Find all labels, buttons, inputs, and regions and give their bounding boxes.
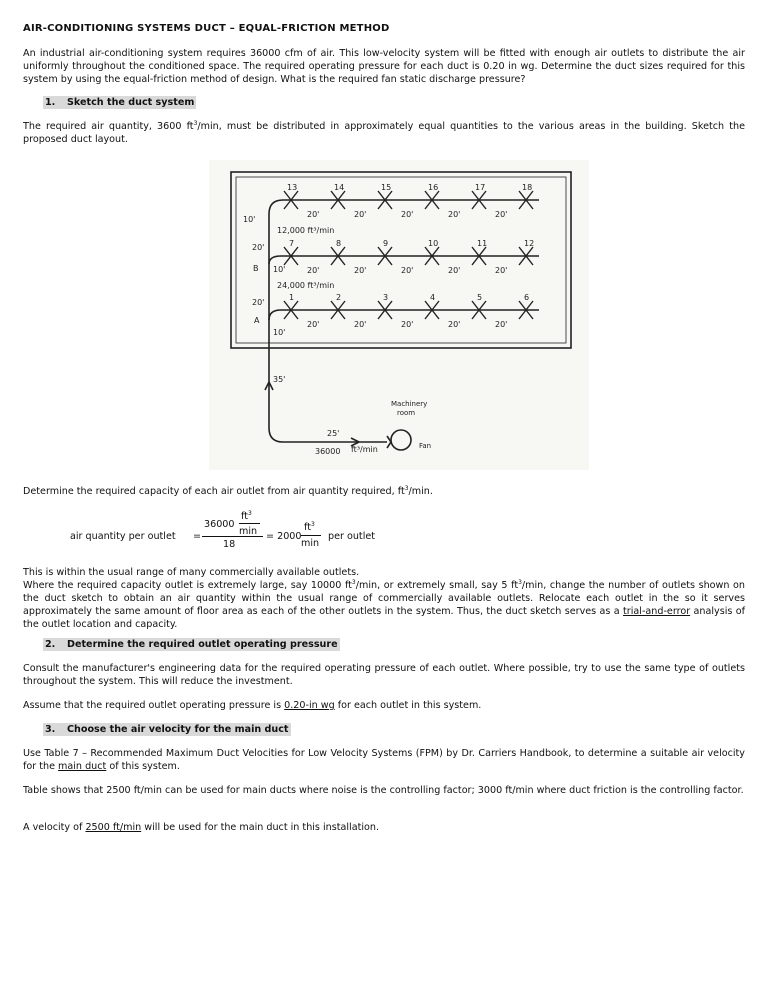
svg-text:20': 20'	[354, 266, 367, 275]
machinery-room-label-2: room	[397, 409, 416, 417]
svg-text:20': 20'	[495, 210, 508, 219]
outlet-7-label: 7	[289, 239, 295, 248]
section-2-text: Consult the manufacturer's engineering data for the required operating pressure of each outlet. Where possible, try to use the same type of outlets throughout the system. This will reduce the investment.	[23, 663, 745, 687]
svg-text:20': 20'	[307, 210, 320, 219]
table-text: Table shows that 2500 ft/min can be used for main ducts where noise is the controlling factor; 3000 ft/min where duct friction is the controlling factor.	[23, 785, 744, 796]
duct-system-sketch	[209, 160, 589, 470]
section-3-text: Use Table 7 – Recommended Maximum Duct Velocities for Low Velocity Systems (FPM) by Dr. Carriers Handbook, to determine a suitable air velocity for the main duct of this system.	[23, 748, 745, 772]
svg-text:20': 20'	[448, 210, 461, 219]
section-1-title: Sketch the duct system	[67, 97, 195, 108]
formula-unit-bottom: min	[239, 526, 258, 537]
section-1-number: 1.	[45, 97, 56, 108]
length-25-label: 25'	[327, 429, 340, 438]
outlet-12-label: 12	[524, 239, 535, 248]
formula-fraction-line	[202, 536, 263, 537]
sketch-background	[209, 160, 589, 470]
section-1-text-sup: 3	[193, 120, 198, 127]
velocity-value: 2500 ft/min	[85, 822, 142, 833]
section-1-heading	[43, 96, 196, 109]
formula-result-top: $ft^3$	[304, 521, 315, 533]
outlet-3-label: 3	[383, 293, 389, 302]
section-2-heading: 2. Determine the required outlet operating pressure	[45, 639, 338, 650]
flow-36000-label: 36000	[315, 447, 341, 456]
capacity-text-sup: 3	[404, 485, 409, 492]
relocate-paragraph: Where the required capacity outlet is extremely large, say 10000 $ft^3/\min$, or extremely small, say 5 $ft^3/\min$, change the number of outlets shown on the duct sketch to obtain an air quantity within the usual range of commercially available outlets. Relocate each outlet in the so it serves approximately the same amount of floor area as each of the other outlets in the system. Thus, the duct sketch serves as a trial-and-error analysis of the outlet location and capacity.	[23, 579, 745, 630]
svg-text:20': 20'	[307, 266, 320, 275]
main-duct-term: main duct	[58, 761, 107, 772]
length-35-label: 35'	[273, 375, 286, 384]
outlet-9-label: 9	[383, 239, 389, 248]
offset-10-bot: 10'	[273, 328, 286, 337]
formula-suffix: per outlet	[328, 531, 376, 542]
svg-text:20': 20'	[401, 266, 414, 275]
formula-unit-line	[239, 523, 260, 524]
trial-and-error-link: trial-and-error	[623, 606, 691, 617]
svg-text:20': 20'	[401, 320, 414, 329]
outlet-14-label: 14	[334, 183, 345, 192]
formula-eq2: = 2000	[266, 531, 302, 542]
svg-text:20': 20'	[354, 320, 367, 329]
velocity-text: A velocity of 2500 ft/min will be used for the main duct in this installation.	[23, 822, 380, 833]
svg-text:20': 20'	[495, 266, 508, 275]
branch-a-label: A	[254, 316, 260, 325]
section-1-text	[23, 120, 745, 146]
formula-result-bottom: min	[301, 538, 320, 549]
within-range-text: This is within the usual range of many commercially available outlets.	[23, 567, 360, 578]
capacity-text-a: Determine the required capacity of each air outlet from air quantity required, ft	[23, 486, 405, 497]
formula-denominator: 18	[223, 539, 236, 550]
outlet-5-label: 5	[477, 293, 483, 302]
svg-text:20': 20'	[448, 320, 461, 329]
formula-numerator: 36000	[204, 519, 235, 530]
outlet-16-label: 16	[428, 183, 439, 192]
fan-label: Fan	[419, 442, 432, 450]
machinery-room-label-1: Machinery	[391, 400, 428, 408]
offset-10-top: 10'	[243, 215, 256, 224]
svg-text:20': 20'	[495, 320, 508, 329]
outlet-1-label: 1	[289, 293, 295, 302]
offset-20-b: 20'	[252, 243, 265, 252]
section-3-heading: 3. Choose the air velocity for the main duct	[45, 724, 289, 735]
outlet-4-label: 4	[430, 293, 436, 302]
svg-text:20': 20'	[401, 210, 414, 219]
document-title: AIR-CONDITIONING SYSTEMS DUCT – EQUAL-FRICTION METHOD	[23, 23, 390, 34]
formula-label: air quantity per outlet	[70, 531, 176, 542]
formula-eq1: =	[193, 531, 202, 542]
flow-36000-unit: ft³/min	[351, 445, 378, 454]
capacity-text	[23, 485, 745, 498]
formula-result-line	[301, 535, 321, 536]
svg-text:20': 20'	[448, 266, 461, 275]
assume-pressure-text: Assume that the required outlet operating pressure is 0.20-in wg for each outlet in this system.	[23, 700, 482, 711]
flow-12000-label: 12,000 ft³/min	[277, 226, 335, 235]
branch-b-label: B	[253, 264, 259, 273]
section-1-text-b: /min, must be distributed in approximately equal quantities to the various areas in the building. Sketch the proposed duct layout.	[23, 121, 745, 145]
outlet-8-label: 8	[336, 239, 342, 248]
capacity-text-b: /min.	[408, 486, 433, 497]
offset-20-a: 20'	[252, 298, 265, 307]
outlet-6-label: 6	[524, 293, 530, 302]
outlet-11-label: 11	[477, 239, 488, 248]
outlet-18-label: 18	[522, 183, 533, 192]
svg-text:20': 20'	[354, 210, 367, 219]
outlet-15-label: 15	[381, 183, 392, 192]
intro-paragraph: An industrial air-conditioning system requires 36000 cfm of air. This low-velocity system will be fitted with enough air outlets to distribute the air uniformly throughout the conditioned space. The required operating pressure for each duct is 0.20 in wg. Determine the duct sizes required for this system by using the equal-friction method of design. What is the required fan static discharge pressure?	[23, 48, 745, 85]
outlet-10-label: 10	[428, 239, 439, 248]
offset-10-mid: 10'	[273, 265, 286, 274]
pressure-value: 0.20-in wg	[284, 700, 335, 711]
outlet-2-label: 2	[336, 293, 342, 302]
formula-unit-top: $ft^3$	[241, 510, 252, 522]
section-1-text-a: The required air quantity, 3600 ft	[23, 121, 194, 132]
flow-24000-label: 24,000 ft³/min	[277, 281, 335, 290]
svg-text:20': 20'	[307, 320, 320, 329]
outlet-17-label: 17	[475, 183, 486, 192]
outlet-capacity-formula	[23, 506, 745, 556]
outlet-13-label: 13	[287, 183, 298, 192]
